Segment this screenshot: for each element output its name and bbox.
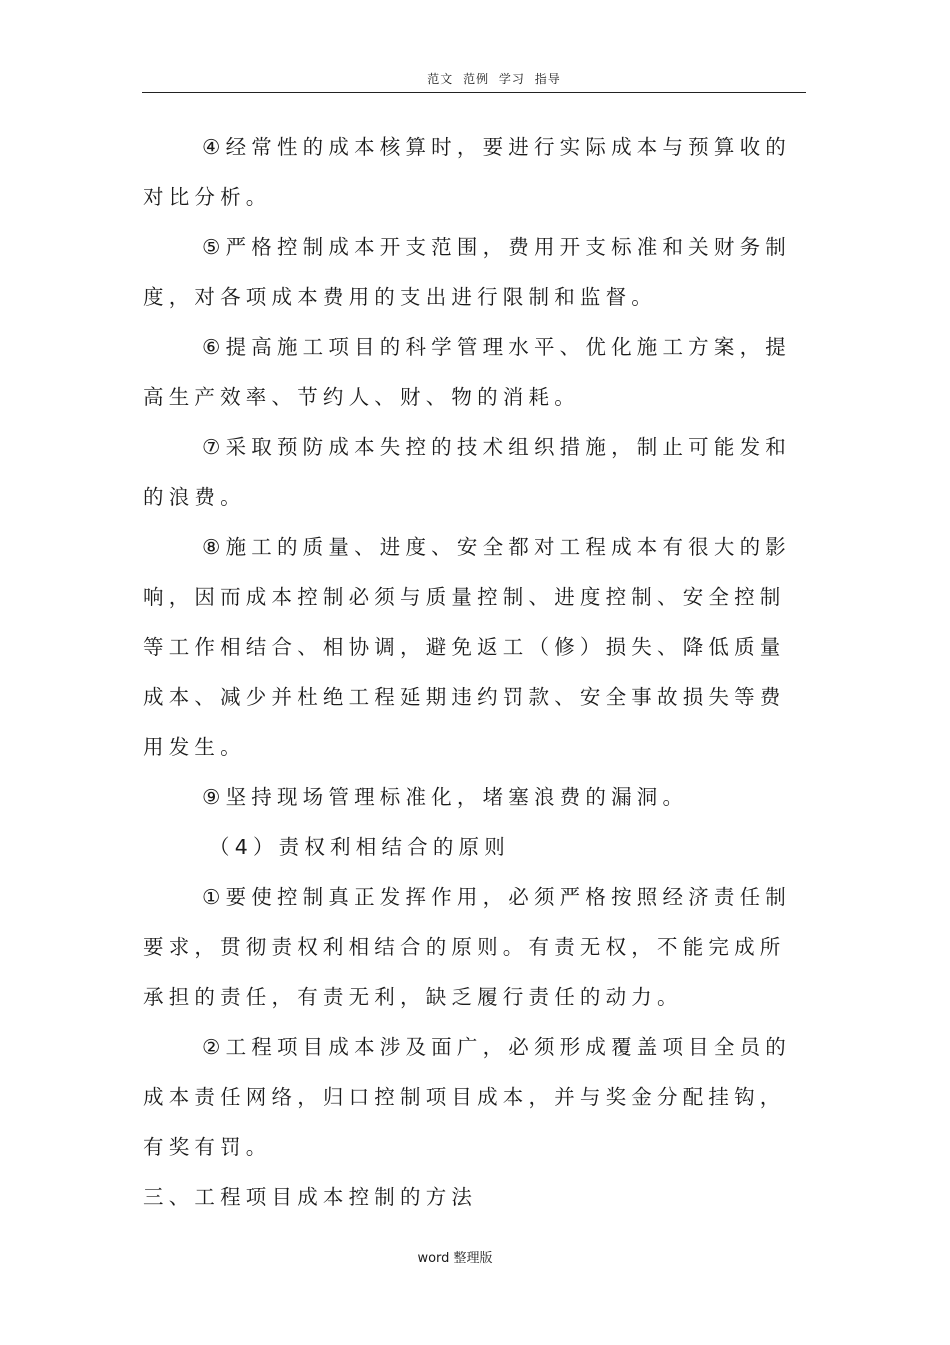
- page-footer: [0, 1249, 950, 1269]
- footer-text: word 整理版: [417, 1251, 493, 1266]
- document-body: [143, 122, 808, 1222]
- header-text: 范文 范例 学习 指导: [427, 72, 561, 86]
- subsection-heading: （4）责权利相结合的原则: [209, 835, 510, 859]
- paragraph-item-6: ⑥提高施工项目的科学管理水平、优化施工方案，提高生产效率、节约人、财、物的消耗。: [143, 335, 791, 409]
- paragraph-item-2: ②工程项目成本涉及面广，必须形成覆盖项目全员的成本责任网络，归口控制项目成本，并与奖金分配挂钩，有奖有罚。: [143, 1035, 791, 1159]
- section-heading: 三、工程项目成本控制的方法: [143, 1185, 478, 1209]
- paragraph-item-5: ⑤严格控制成本开支范围，费用开支标准和关财务制度，对各项成本费用的支出进行限制和监督。: [143, 235, 791, 309]
- paragraph-item-8: ⑧施工的质量、进度、安全都对工程成本有很大的影响，因而成本控制必须与质量控制、进度控制、安全控制等工作相结合、相协调，避免返工（修）损失、降低质量成本、减少并杜绝工程延期违约罚款、安全事故损失等费用发生。: [143, 535, 791, 759]
- paragraph-item-4: ④经常性的成本核算时，要进行实际成本与预算收的对比分析。: [143, 135, 791, 209]
- paragraph-item-1: ①要使控制真正发挥作用，必须严格按照经济责任制要求，贯彻责权利相结合的原则。有责无权，不能完成所承担的责任，有责无利，缺乏履行责任的动力。: [143, 885, 791, 1009]
- paragraph-item-7: ⑦采取预防成本失控的技术组织措施，制止可能发和的浪费。: [143, 435, 791, 509]
- paragraph-item-9: ⑨坚持现场管理标准化，堵塞浪费的漏洞。: [202, 785, 689, 809]
- page-header: [142, 68, 806, 93]
